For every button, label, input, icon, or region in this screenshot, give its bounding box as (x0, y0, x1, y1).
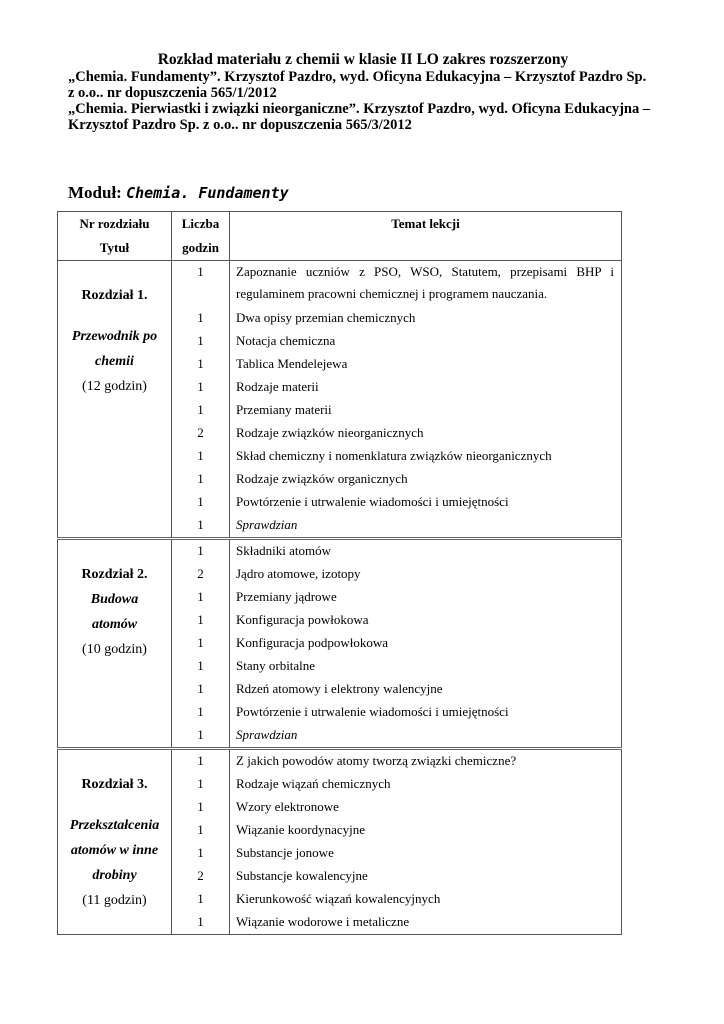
chapter-cell (58, 539, 172, 749)
header-topic (230, 212, 622, 261)
lesson-topic: Wiązanie koordynacyjne (236, 822, 366, 837)
chapter-row (58, 261, 622, 539)
lesson-hours: 1 (197, 356, 204, 371)
header-hours-line: godzin (182, 240, 219, 255)
chapter-name-line: Budowa (90, 592, 139, 607)
lesson-topic: Wzory elektronowe (236, 799, 339, 814)
hours-cell (172, 539, 230, 749)
header-hours (172, 212, 230, 261)
topics-cell (230, 261, 622, 539)
source-line: „Chemia. Pierwiastki i związki nieorganiczne”. Krzysztof Pazdro, wyd. Oficyna Edukacyjna – (68, 101, 651, 117)
lesson-topic: Sprawdzian (236, 517, 298, 532)
chapter-name-line: chemii (95, 354, 134, 369)
lesson-topic: Konfiguracja podpowłokowa (236, 635, 388, 650)
chapter-cell (58, 749, 172, 935)
topics-cell (230, 749, 622, 935)
document-title: Rozkład materiału z chemii w klasie II LO zakres rozszerzony (157, 51, 569, 68)
chapter-name-line: Przewodnik po (71, 329, 158, 344)
lesson-topic: Skład chemiczny i nomenklatura związków nieorganicznych (236, 448, 552, 463)
lesson-topic: Rdzeń atomowy i elektrony walencyjne (236, 681, 443, 696)
lesson-hours: 2 (197, 868, 204, 883)
lesson-hours: 1 (197, 471, 204, 486)
lesson-hours: 1 (197, 776, 204, 791)
lesson-topic: Substancje jonowe (236, 845, 334, 860)
lesson-plan-table (57, 211, 622, 935)
lesson-hours: 1 (197, 264, 204, 279)
lesson-topic: Przemiany materii (236, 402, 332, 417)
lesson-topic: Tablica Mendelejewa (236, 356, 348, 371)
topics-cell (230, 539, 622, 749)
header-topic-line: Temat lekcji (391, 216, 460, 231)
chapter-cell (58, 261, 172, 539)
lesson-topic: Z jakich powodów atomy tworzą związki chemiczne? (236, 753, 517, 768)
chapter-name-line: Przekształcenia (69, 818, 160, 833)
lesson-hours: 1 (197, 333, 204, 348)
chapter-hours-total: (10 godzin) (82, 642, 147, 657)
chapter-name-line: atomów (91, 617, 138, 632)
lesson-hours: 1 (197, 681, 204, 696)
lesson-hours: 1 (197, 543, 204, 558)
header-chapter-line: Nr rozdziału (79, 216, 150, 231)
lesson-topic: Wiązanie wodorowe i metaliczne (236, 914, 410, 929)
lesson-hours: 1 (197, 448, 204, 463)
lesson-topic: Dwa opisy przemian chemicznych (236, 310, 416, 325)
lesson-topic: Przemiany jądrowe (236, 589, 337, 604)
chapter-hours-total: (11 godzin) (82, 893, 147, 908)
lesson-topic: Substancje kowalencyjne (236, 868, 368, 883)
spacer (58, 308, 171, 324)
lesson-topic: Sprawdzian (236, 727, 298, 742)
chapter-hours-total: (12 godzin) (82, 379, 147, 394)
lesson-topic: Rodzaje materii (236, 379, 319, 394)
lesson-hours: 1 (197, 635, 204, 650)
lesson-hours: 1 (197, 379, 204, 394)
lesson-hours: 1 (197, 589, 204, 604)
lesson-hours: 1 (197, 704, 204, 719)
lesson-topic: Rodzaje związków nieorganicznych (236, 425, 424, 440)
source-line: Krzysztof Pazdro Sp. z o.o.. nr dopuszczenia 565/3/2012 (68, 117, 412, 133)
module-heading (68, 183, 289, 203)
lesson-topic: Kierunkowość wiązań kowalencyjnych (236, 891, 441, 906)
lesson-hours: 1 (197, 658, 204, 673)
chapter-row (58, 539, 622, 749)
chapter-row (58, 749, 622, 935)
chapter-number: Rozdział 3. (81, 777, 148, 792)
source-line: z o.o.. nr dopuszczenia 565/1/2012 (68, 85, 277, 101)
source-line: „Chemia. Fundamenty”. Krzysztof Pazdro, wyd. Oficyna Edukacyjna – Krzysztof Pazdro Sp. (68, 69, 647, 85)
lesson-hours: 1 (197, 612, 204, 627)
lesson-hours: 2 (197, 425, 204, 440)
spacer (58, 797, 171, 813)
header-chapter-line: Tytuł (99, 240, 130, 255)
chapter-number: Rozdział 2. (81, 567, 148, 582)
lesson-hours: 1 (197, 914, 204, 929)
lesson-topic: Rodzaje związków organicznych (236, 471, 408, 486)
lesson-topic: Zapoznanie uczniów z PSO, WSO, Statutem, przepisami BHP i regulaminem pracowni chemicznej i programem nauczania. (236, 264, 614, 301)
lesson-hours: 1 (197, 494, 204, 509)
lesson-hours: 2 (197, 566, 204, 581)
lesson-topic: Powtórzenie i utrwalenie wiadomości i umiejętności (236, 704, 509, 719)
header-hours-line: Liczba (181, 216, 220, 231)
table-body (58, 261, 622, 935)
chapter-name-line: drobiny (92, 868, 137, 883)
lesson-hours: 1 (197, 822, 204, 837)
module-label: Moduł: (68, 183, 122, 202)
lesson-topic: Stany orbitalne (236, 658, 316, 673)
lesson-hours: 1 (197, 799, 204, 814)
lesson-topic: Jądro atomowe, izotopy (236, 566, 361, 581)
document-header (68, 52, 658, 133)
table-header-row (58, 212, 622, 261)
lesson-topic: Konfiguracja powłokowa (236, 612, 369, 627)
lesson-topic: Powtórzenie i utrwalenie wiadomości i umiejętności (236, 494, 509, 509)
lesson-topic: Rodzaje wiązań chemicznych (236, 776, 391, 791)
hours-cell (172, 261, 230, 539)
chapter-name-line: atomów w inne (70, 843, 159, 858)
lesson-hours: 1 (197, 517, 204, 532)
header-chapter (58, 212, 172, 261)
lesson-hours: 1 (197, 845, 204, 860)
lesson-topic: Składniki atomów (236, 543, 331, 558)
lesson-hours: 1 (197, 310, 204, 325)
lesson-topic: Notacja chemiczna (236, 333, 336, 348)
chapter-number: Rozdział 1. (81, 288, 148, 303)
module-name: Chemia. Fundamenty (126, 184, 289, 202)
lesson-hours: 1 (197, 753, 204, 768)
hours-cell (172, 749, 230, 935)
lesson-hours: 1 (197, 402, 204, 417)
lesson-hours: 1 (197, 727, 204, 742)
lesson-hours: 1 (197, 891, 204, 906)
